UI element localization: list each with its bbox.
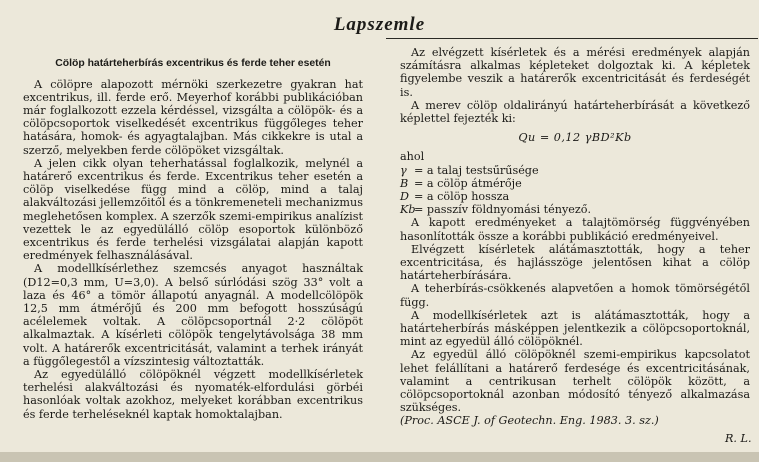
capacity-formula: Qu = 0,12 γBD²Kb [518,131,632,145]
definition-symbol: B [400,176,409,190]
author-initials: R. L. [725,432,752,445]
definition-symbol: D [400,190,409,204]
right-paragraph-1: Az elvégzett kísérletek és a mérési eredmények alapján számításra alkalmas képleteket dolgoztak ki. A képletek figyelembe veszik a határerők excentricitását és ferdeségét is. [400,46,750,99]
article-title: Cölöp határteherbírás excentrikus és ferde teher esetén [55,58,331,69]
right-paragraph-5: A teherbírás-csökkenés alapvetően a homok tömörségétől függ. [400,282,750,309]
page-bottom-edge [0,452,759,462]
right-paragraph-4: Elvégzett kísérletek alátámasztották, hogy a teher excentricitása, és hajlásszöge jelentősen kihat a cölöp határteherbírására. [400,242,750,283]
left-paragraph-3: A modellkísérlethez szemcsés anyagot használtak (D12=0,3 mm, U=3,0). A belső súrlódási szög 33° volt a laza és 46° a tömör állapotú anyagnál. A modellcölöpök 12,5 mm átmérőjű és 200 mm befogott hosszúságú acélelemek voltak. A cölöpcsoportnál 2·2 cölöpöt alkalmaztak. A kísérleti cölöpök tengelytávolsága 38 mm volt. A határerők excentricitását, valamint a terhek irányát a függőlegestől a vízszintesig változtatták. [23,262,363,368]
definition-b [400,177,750,190]
right-paragraph-3: A kapott eredményeket a talajtömörség függvényében hasonlították össze a korábbi publikáció eredményeivel. [400,216,750,243]
definition-symbol: Kb [400,203,416,217]
right-column [400,46,750,428]
left-column [23,58,363,421]
right-paragraph-2: A merev cölöp oldalirányú határteherbírását a következő képlettel fejezték ki: [400,98,750,126]
where-label: ahol [400,150,425,164]
definition-symbol: γ [400,163,407,177]
right-paragraph-6: A modellkísérletek azt is alátámasztották, hogy a határteherbírás másképpen jelentkezik a cölöpcsoportoknál, mint az egyedül álló cölöpöknél. [400,308,750,349]
definition-text: = a cölöp átmérője [414,176,522,190]
left-paragraph-1: A cölöpre alapozott mérnöki szerkezetre gyakran hat excentrikus, ill. ferde erő. Meyerhof korábbi publikációban már foglalkozott ezzela kérdéssel, vizsgálta a cölöpök- és a cölöpcsoportok viselkedését excentrikus függőleges teher hatására, homok- és agyagtalajban. Más cikkekre is utal a szerző, melyekben ferde cölöpöket vizsgáltak. [23,77,363,157]
definition-text: = a talaj testsűrűsége [414,163,539,177]
source-citation: (Proc. ASCE J. of Geotechn. Eng. 1983. 3. sz.) [400,414,659,428]
definition-text: = a cölöp hossza [414,190,510,204]
left-paragraph-2: A jelen cikk olyan teherhatással foglalkozik, melynél a határerő excentrikus és ferde. Excentrikus teher esetén a cölöp viselkedése függ mind a cölöp, mind a talaj alakváltozási jellemzőitől és a tönkremeneteli mechanizmus meglehetősen komplex. A szerzők szemi-empirikus analízist vezettek le az egyedülálló cölöp esoportok különböző excentrikus és ferde terhelési vizsgálatai alapján kapott eredmények felhasználásával. [23,156,363,263]
heading-rule [386,38,758,39]
section-heading: Lapszemle [333,14,426,35]
left-paragraph-4: Az egyedülálló cölöpöknél végzett modellkísérletek terhelési alakváltozási és nyomaték-elfordulási görbéi hasonlóak voltak azokhoz, melyeket korábban excentrikus és ferde terheléseknél kaptak homoktalajban. [23,368,363,421]
symbol-definitions [400,164,750,217]
definition-text: = passzív földnyomási tényező. [414,203,592,217]
right-paragraph-7: Az egyedül álló cölöpöknél szemi-empirikus kapcsolatot lehet felállítani a határerő ferdesége és excentricitásának, valamint a centrikusan terhelt cölöpök között, a cölöpcsoportoknál azonban módosító tényező alkalmazása szükséges. [400,348,750,415]
definition-d [400,190,750,203]
definition-gamma [400,164,750,177]
definition-kb [400,203,750,216]
